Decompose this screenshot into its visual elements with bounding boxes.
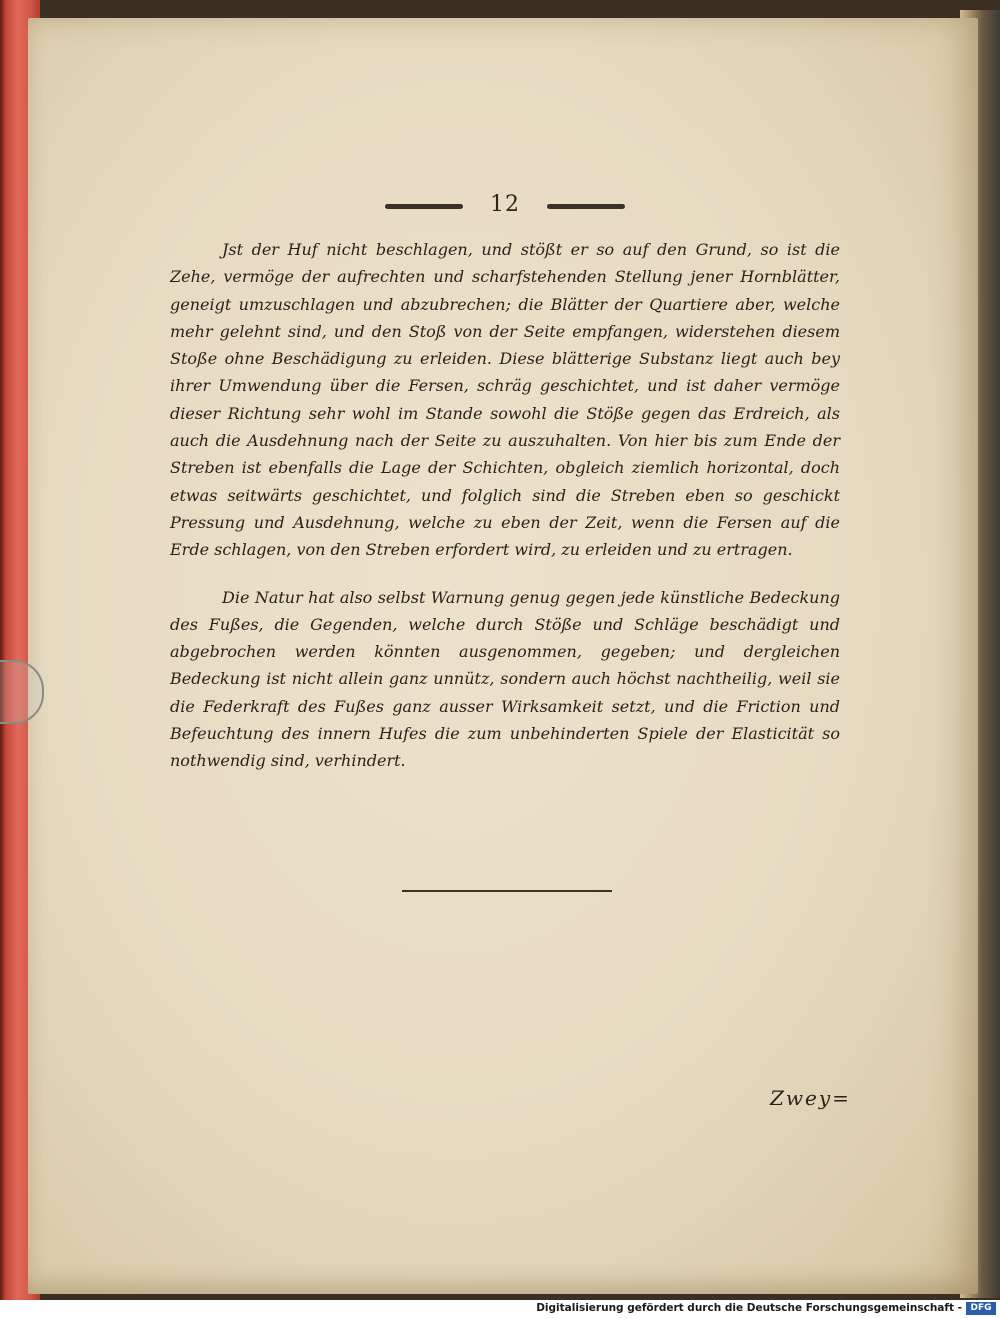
catchword: Zwey= <box>770 1086 851 1110</box>
header-rule-left <box>385 204 463 209</box>
funding-credit: Digitalisierung gefördert durch die Deutsche Forschungsgemeinschaft - <box>536 1302 962 1314</box>
dfg-logo-icon: DFG <box>966 1302 996 1315</box>
paragraph-2: Die Natur hat also selbst Warnung genug gegen jede künstliche Bedeckung des Fußes, die Gegenden, welche durch Stöße und Schläge beschädigt und abgebrochen werden könnten ausgenommen, gegeben; und dergleichen Bedeckung ist nicht allein ganz unnütz, sondern auch höchst nachtheilig, weil sie die Federkraft des Fußes ganz ausser Wirksamkeit setzt, und die Friction und Befeuchtung des innern Hufes die zum unbehinderten Spiele der Elasticität so nothwendig sind, verhindert. <box>170 587 840 771</box>
page-number: 12 <box>490 192 520 217</box>
paragraph-1: Jst der Huf nicht beschlagen, und stößt er so auf den Grund, so ist die Zehe, vermöge der aufrechten und scharfstehenden Stellung jener Hornblätter, geneigt umzuschlagen und abzubrechen; die Blätter der Quartiere aber, welche mehr gelehnt sind, und den Stoß von der Seite empfangen, widerstehen diesem Stoße ohne Beschädigung zu erleiden. Diese blätterige Substanz liegt auch bey ihrer Umwendung über die Fersen, schräg geschichtet, und ist daher vermöge dieser Richtung sehr wohl im Stande sowohl die Stöße gegen das Erdreich, als auch die Ausdehnung nach der Seite zu auszuhalten. Von hier bis zum Ende der Streben ist ebenfalls die Lage der Schichten, obgleich ziemlich horizontal, doch etwas seitwärts geschichtet, und folglich sind die Streben eben so geschickt Pressung und Ausdehnung, welche zu eben der Zeit, wenn die Fersen auf die Erde schlagen, von den Streben erfordert wird, zu erleiden und zu ertragen. <box>170 240 840 560</box>
section-divider <box>402 890 612 892</box>
footer-bar <box>0 1300 1000 1318</box>
page-header <box>385 192 625 222</box>
page-body <box>170 236 840 775</box>
header-rule-right <box>547 204 625 209</box>
